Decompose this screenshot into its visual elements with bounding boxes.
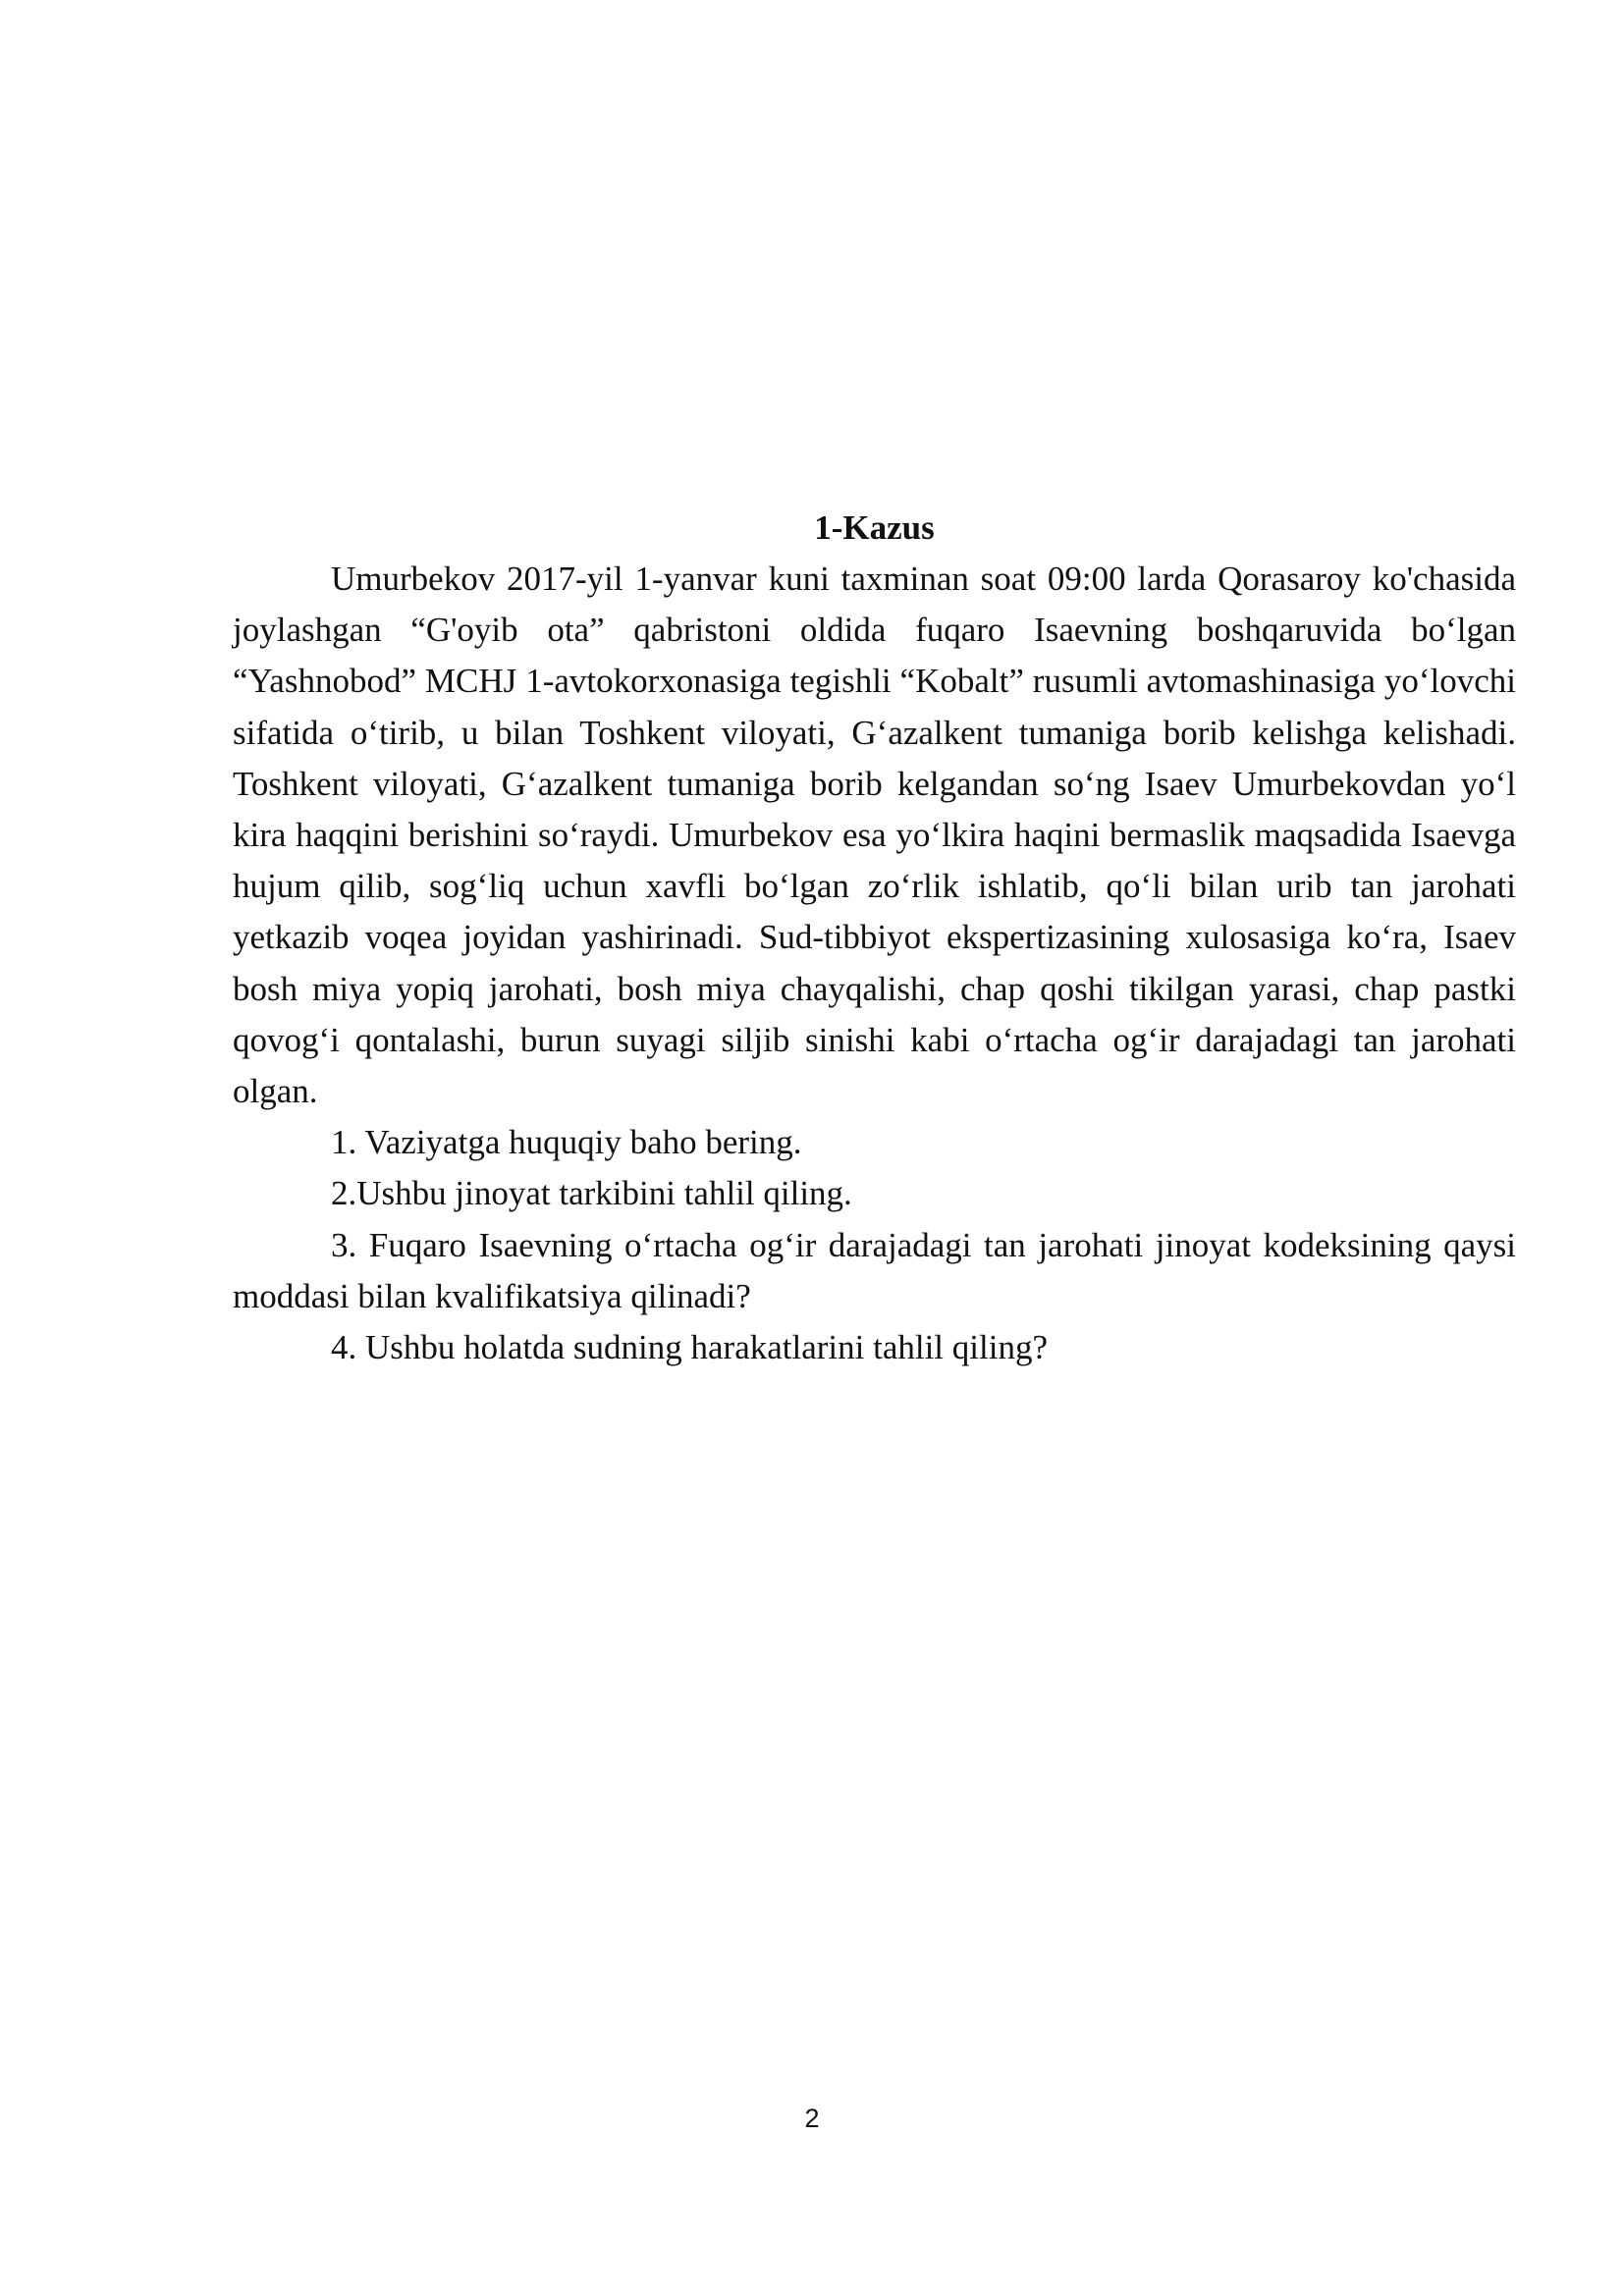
question-item-4: 4. Ushbu holatda sudning harakatlarini tahlil qiling?	[331, 1328, 1048, 1367]
case-title: 1-Kazus	[814, 508, 935, 547]
question-item-2: 2.Ushbu jinoyat tarkibini tahlil qiling.	[331, 1174, 852, 1213]
page-number: 2	[804, 2104, 820, 2133]
question-item-1: 1. Vaziyatga huquqiy baho bering.	[331, 1123, 802, 1162]
question-item-3: 3. Fuqaro Isaevning o‘rtacha og‘ir darajadagi tan jarohati jinoyat kodeksining qaysi moddasi bilan kvalifikatsiya qilinadi?	[233, 1225, 1516, 1315]
case-description-paragraph: Umurbekov 2017-yil 1-yanvar kuni taxminan soat 09:00 larda Qorasaroy ko'chasida joylashgan “G'oyib ota” qabristoni oldida fuqaro Isaevning boshqaruvida bo‘lgan “Yashnobod” MCHJ 1-avtokorxonasiga tegishli “Kobalt” rusumli avtomashinasiga yo‘lovchi sifatida o‘tirib, u bilan Toshkent viloyati, G‘azalkent tumaniga borib kelishga kelishadi. Toshkent viloyati, G‘azalkent tumaniga borib kelgandan so‘ng Isaev Umurbekovdan yo‘l kira haqqini berishini so‘raydi. Umurbekov esa yo‘lkira haqini bermaslik maqsadida Isaevga hujum qilib, sog‘liq uchun xavfli bo‘lgan zo‘rlik ishlatib, qo‘li bilan urib tan jarohati yetkazib voqea joyidan yashirinadi. Sud-tibbiyot ekspertizasining xulosasiga ko‘ra, Isaev bosh miya yopiq jarohati, bosh miya chayqalishi, chap qoshi tikilgan yarasi, chap pastki qovog‘i qontalashi, burun suyagi siljib sinishi kabi o‘rtacha og‘ir darajadagi tan jarohati olgan.	[233, 560, 1516, 1111]
document-content	[233, 503, 1516, 1373]
